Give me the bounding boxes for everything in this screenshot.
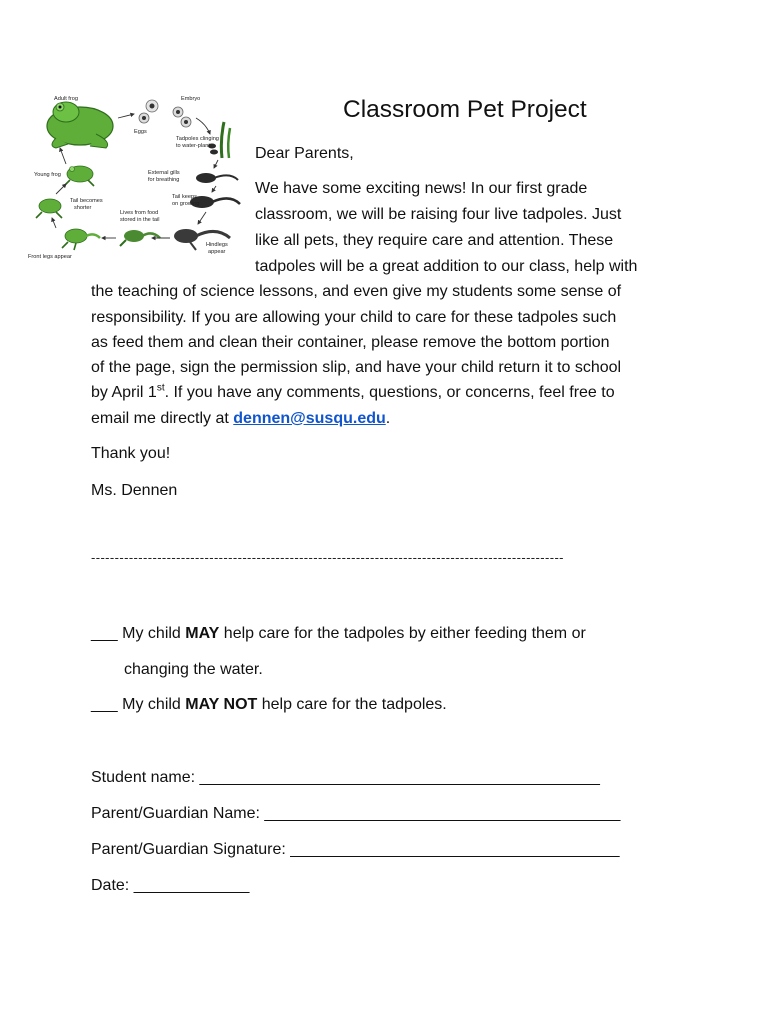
label-embryo: Embryo — [181, 96, 201, 102]
frog-life-cycle-diagram — [26, 88, 248, 260]
april-text: by April 1 — [91, 384, 157, 401]
greeting: Dear Parents, — [255, 145, 354, 162]
letter-line-10 — [91, 409, 390, 429]
label-tadpoles-clinging-2: to water-plant — [176, 143, 210, 149]
may-option — [91, 624, 586, 644]
april-suffix: st — [156, 382, 165, 394]
label-tail-shorter-1: Tail becomes — [70, 198, 103, 204]
gilled-tadpole-icon — [196, 173, 238, 183]
front-legs-froglet-icon — [62, 229, 100, 250]
label-external-gills-1: External gills — [148, 170, 180, 176]
letter-line-2: classroom, we will be raising four live tadpoles. Just — [255, 206, 622, 223]
label-tail-growing-1: Tail keeps — [172, 194, 197, 200]
label-tadpoles-clinging-1: Tadpoles clinging — [176, 136, 219, 142]
label-lives-food-1: Lives from food — [120, 210, 159, 216]
young-frog-icon — [64, 166, 94, 186]
may-bold: MAY — [185, 625, 220, 642]
label-eggs: Eggs — [134, 129, 147, 135]
label-tail-growing-2: on growing — [172, 201, 200, 207]
letter-line-5: the teaching of science lessons, and even give my students some sense of — [91, 283, 622, 300]
email-suffix: . — [385, 410, 391, 427]
letter-line-7: as feed them and clean their container, please remove the bottom portion — [91, 334, 610, 351]
eggs-icon — [139, 107, 191, 127]
letter-line-3: like all pets, they require care and attention. These — [255, 232, 614, 249]
may-not-text: help care for the tadpoles. — [257, 696, 447, 713]
may-blank[interactable]: ___ My child — [91, 625, 186, 642]
april-rest: . If you have any comments, questions, or concerns, feel free to — [164, 384, 615, 401]
parent-name-field[interactable]: Parent/Guardian Name: ________________________________________ — [91, 805, 621, 822]
letter-line-9 — [91, 383, 615, 403]
label-adult-frog: Adult frog — [54, 96, 78, 102]
closing-thanks: Thank you! — [91, 445, 171, 462]
cut-line: ---------------------------------------------------------------------------------------------------- — [91, 550, 564, 565]
may-option-continued: changing the water. — [124, 661, 263, 678]
signature: Ms. Dennen — [91, 482, 178, 499]
label-hindlegs-2: appear — [208, 249, 226, 255]
date-field[interactable]: Date: _____________ — [91, 877, 250, 894]
letter-line-1: We have some exciting news! In our first grade — [255, 180, 588, 197]
label-front-legs: Front legs appear — [28, 254, 72, 260]
label-lives-food-2: stored in the tail — [120, 217, 160, 223]
email-link[interactable]: dennen@susqu.edu — [233, 410, 386, 427]
label-external-gills-2: for breathing — [148, 177, 180, 183]
letter-line-8: of the page, sign the permission slip, and have your child return it to school — [91, 359, 622, 376]
may-not-bold: MAY NOT — [185, 696, 258, 713]
may-not-blank[interactable]: ___ My child — [91, 696, 186, 713]
short-tail-frog-icon — [36, 199, 62, 218]
label-tail-shorter-2: shorter — [74, 205, 92, 211]
label-hindlegs-1: Hindlegs — [206, 242, 228, 248]
may-not-option — [91, 695, 447, 715]
adult-frog-icon — [47, 102, 113, 148]
letter-line-4: tadpoles will be a great addition to our class, help with — [255, 258, 638, 275]
parent-signature-field[interactable]: Parent/Guardian Signature: _____________________________________ — [91, 841, 620, 858]
letter-line-6: responsibility. If you are allowing your child to care for these tadpoles such — [91, 309, 617, 326]
page-title: Classroom Pet Project — [343, 96, 587, 123]
embryo-icon — [146, 100, 158, 112]
email-prefix: email me directly at — [91, 410, 234, 427]
label-young-frog: Young frog — [34, 172, 61, 178]
may-text: help care for the tadpoles by either feeding them or — [219, 625, 586, 642]
student-name-field[interactable]: Student name: _____________________________________________ — [91, 769, 600, 786]
